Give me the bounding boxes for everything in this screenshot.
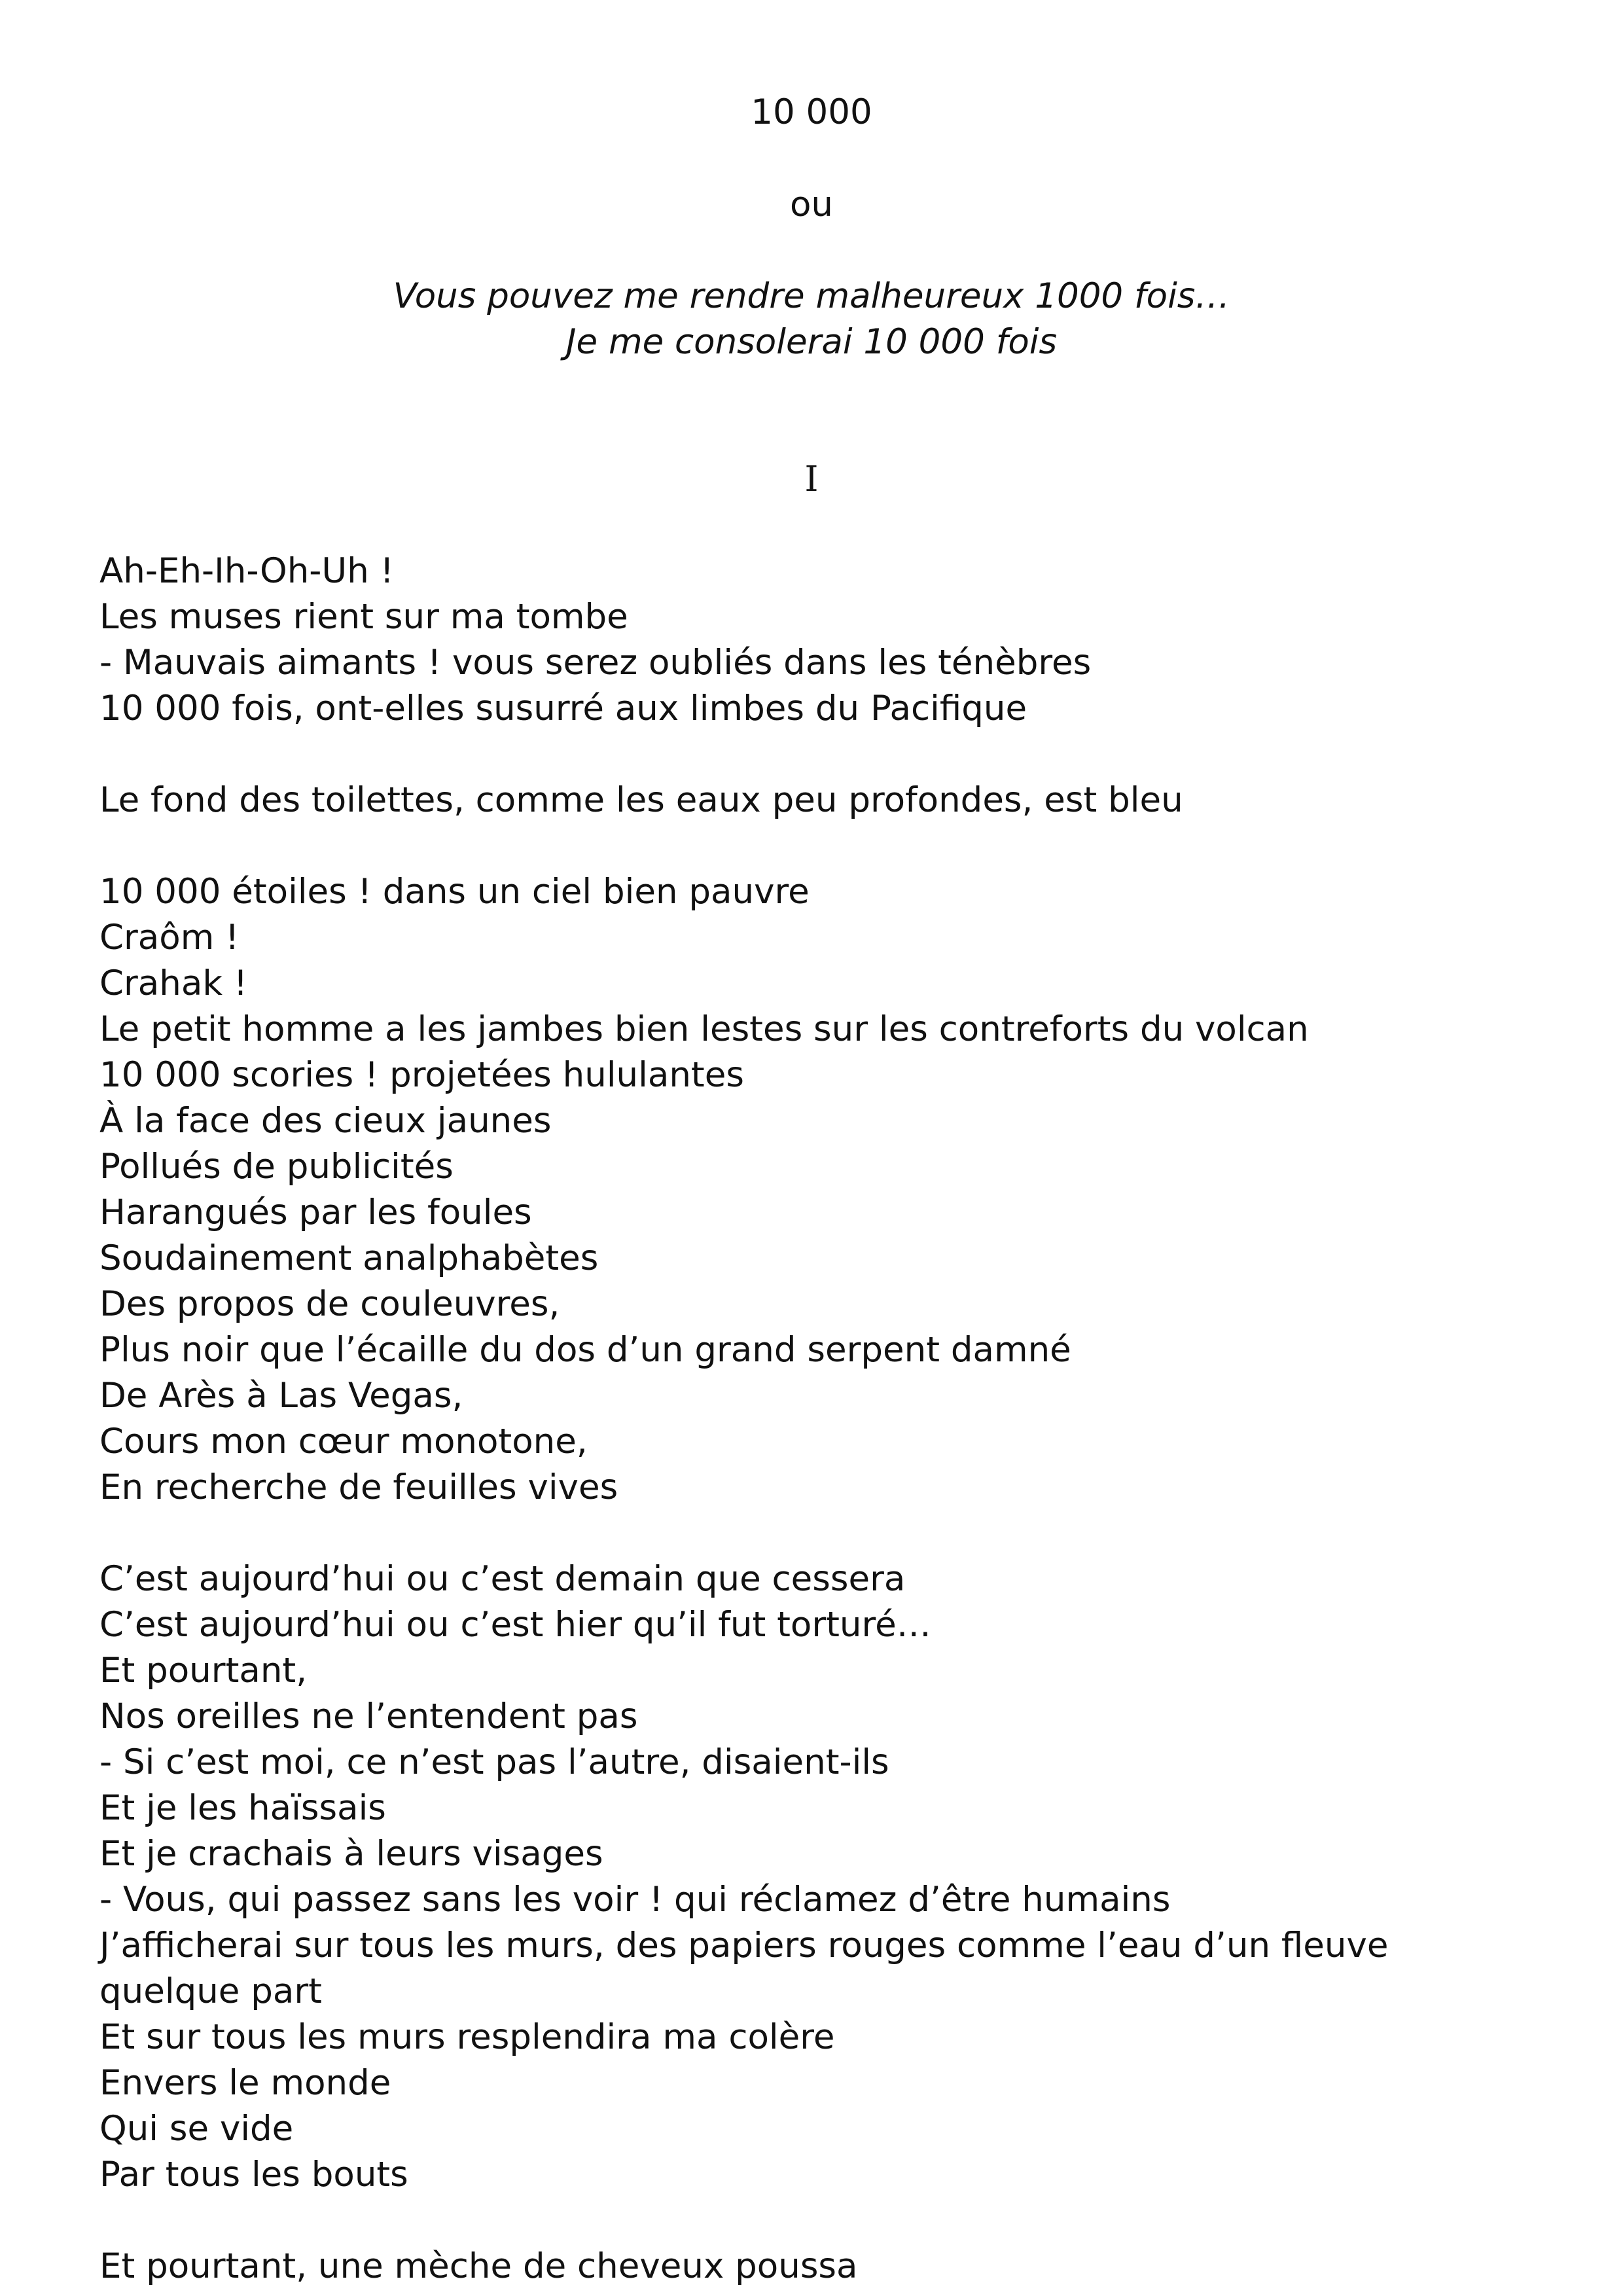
verse-line: 10 000 fois, ont-elles susurré aux limbes du Pacifique	[99, 689, 1027, 728]
verse-line: Envers le monde	[99, 2063, 391, 2103]
verse-line: C’est aujourd’hui ou c’est demain que cessera	[99, 1559, 906, 1599]
verse-line: Par tous les bouts	[99, 2155, 408, 2195]
verse-line: Le petit homme a les jambes bien lestes sur les contreforts du volcan	[99, 1009, 1309, 1049]
verse-line: Le fond des toilettes, comme les eaux peu profondes, est bleu	[99, 780, 1183, 820]
verse-line: Et pourtant, une mèche de cheveux poussa	[99, 2246, 858, 2286]
verse-line: Et sur tous les murs resplendira ma colère	[99, 2017, 835, 2057]
verse-line: En recherche de feuilles vives	[99, 1467, 618, 1507]
verse-line: Craôm !	[99, 918, 240, 958]
stanza	[99, 1556, 1526, 2198]
subtitle-line: Je me consolerai 10 000 fois	[565, 322, 1058, 362]
stanza	[99, 2244, 1526, 2289]
verse-line: Et je les haïssais	[99, 1788, 386, 1828]
verse-line: C’est aujourd’hui ou c’est hier qu’il fut torturé…	[99, 1605, 931, 1645]
stanza	[99, 778, 1526, 823]
part-number: I	[804, 459, 819, 499]
verse-line: Ah-Eh-Ih-Oh-Uh !	[99, 551, 394, 591]
subtitle-epigraph	[0, 274, 1623, 365]
title-connector: ou	[789, 185, 834, 224]
verse-line: Des propos de couleuvres,	[99, 1284, 560, 1324]
stanza	[99, 869, 1526, 1511]
poem-body	[99, 548, 1526, 2289]
verse-line: Les muses rient sur ma tombe	[99, 597, 628, 637]
verse-line: Et pourtant,	[99, 1651, 308, 1691]
verse-line: À la face des cieux jaunes	[99, 1101, 552, 1141]
verse-line: - Vous, qui passez sans les voir ! qui réclamez d’être humains	[99, 1880, 1171, 1920]
verse-line: 10 000 scories ! projetées hululantes	[99, 1055, 744, 1095]
stanza	[99, 548, 1526, 732]
verse-line: Nos oreilles ne l’entendent pas	[99, 1696, 638, 1736]
verse-line: Plus noir que l’écaille du dos d’un grand serpent damné	[99, 1330, 1071, 1370]
subtitle-line: Vous pouvez me rendre malheureux 1000 fois…	[393, 276, 1230, 316]
verse-line: Pollués de publicités	[99, 1147, 454, 1187]
poem-title: 10 000	[751, 92, 872, 132]
verse-line: Et je crachais à leurs visages	[99, 1834, 603, 1874]
verse-line: J’afficherai sur tous les murs, des papiers rouges comme l’eau d’un fleuve quelque part	[99, 1926, 1389, 2011]
verse-line: De Arès à Las Vegas,	[99, 1376, 463, 1416]
verse-line: Qui se vide	[99, 2109, 294, 2149]
verse-line: - Si c’est moi, ce n’est pas l’autre, disaient-ils	[99, 1742, 889, 1782]
verse-line: 10 000 étoiles ! dans un ciel bien pauvre	[99, 872, 810, 912]
verse-line: Crahak !	[99, 963, 248, 1003]
verse-line: - Mauvais aimants ! vous serez oubliés dans les ténèbres	[99, 643, 1092, 683]
verse-line: Harangués par les foules	[99, 1193, 532, 1232]
verse-line: Cours mon cœur monotone,	[99, 1422, 588, 1462]
verse-line: Soudainement analphabètes	[99, 1238, 599, 1278]
